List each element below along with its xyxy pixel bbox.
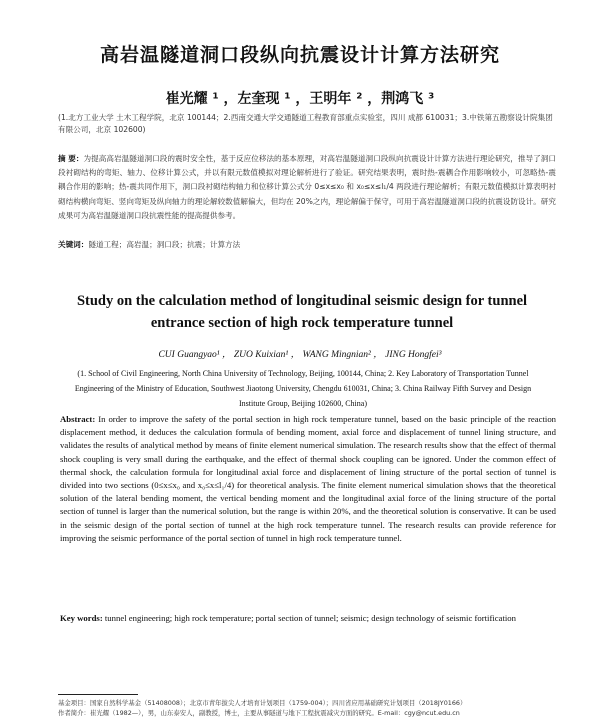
chinese-keywords-text: 隧道工程；高岩温；洞口段；抗震；计算方法 [88, 240, 241, 249]
english-keywords [60, 612, 556, 625]
footnote-author-bio: 作者简介：崔光耀（1982—），男，山东泰安人，副教授，博士，主要从事隧道与地下工程抗震减灾方面的研究。E-mail：cgy@ncut.edu.cn [58, 709, 460, 717]
english-keywords-text: tunnel engineering; high rock temperature; portal section of tunnel; seismic; design technology of seismic fortification [104, 613, 516, 623]
english-authors: CUI Guangyao¹ ， ZUO Kuixian¹ ， WANG Mingnian² ， JING Hongfei³ [158, 350, 442, 360]
chinese-abstract-text: 为提高高岩温隧道洞口段的震时安全性，基于反应位移法的基本原理，对高岩温隧道洞口段纵向抗震设计计算方法进行理论研究，推导了洞口段衬砌结构的弯矩、轴力、位移计算公式，并以有限元数值模拟对理论解析进行了验证。研究结果表明，震时热-震耦合作用影响较小，可忽略热-震耦合作用的影响；热-震共同作用下，洞口段衬砌结构轴力和位移计算公式分 0≤x≤x₀ 和 x₀≤x≤l₁/4 两段进行理论解析；有限元数值模拟计算表明衬砌结构横向弯矩、竖向弯矩及纵向轴力的理论解较数值解偏大，但均在 20%之内，理论解偏于保守，可用于高岩温隧道洞口段的抗震设防设计。研究成果可为高岩温隧道洞口段抗震性能的提高提供参考。 [58, 154, 556, 220]
chinese-abstract [58, 152, 556, 223]
chinese-keywords-label: 关键词： [58, 240, 89, 249]
footnote [58, 698, 558, 718]
footnote-funding: 基金项目：国家自然科学基金（51408008）；北京市青年拔尖人才培育计划项目（1759-004）；四川省应用基础研究计划项目（2018JY0166） [58, 699, 467, 707]
english-affiliation: (1. School of Civil Engineering, North China University of Technology, Beijing, 100144, China; 2. Key Laboratory of Transportation Tunnel Engineering of the Ministry of Education, Southwest Jiaotong University, Chengdu 610031, China; 3. China Railway Fifth Survey and Design Institute Group, Beijing 102600, China) [74, 369, 532, 408]
english-title: Study on the calculation method of longitudinal seismic design for tunnel entrance section of high rock temperature tunnel [76, 293, 528, 331]
chinese-keywords [58, 239, 556, 250]
chinese-authors: 崔光耀 ¹ ，左奎现 ¹ ，王明年 ² ，荆鸿飞 ³ [165, 91, 435, 107]
footnote-divider [58, 694, 138, 695]
chinese-abstract-label: 摘 要： [58, 154, 84, 163]
english-keywords-label: Key words: [60, 613, 103, 623]
chinese-title: 高岩温隧道洞口段纵向抗震设计计算方法研究 [99, 44, 500, 66]
english-abstract [60, 413, 556, 545]
english-abstract-label: Abstract: [60, 414, 96, 424]
chinese-affiliation: (1.北方工业大学 土木工程学院，北京 100144；2.西南交通大学交通隧道工程教育部重点实验室，四川 成都 610031；3.中铁第五勘察设计院集团有限公司，北京 102600) [58, 113, 553, 134]
english-abstract-text: In order to improve the safety of the portal section in high rock temperature tunnel, based on the basic principle of the reaction displacement method, it deduces the calculation formula of bending moment, axial force and displacement of tunnel lining structure, and validates the results of analytical method by means of finite element numerical simulation. The research results show that the effect of thermal shock coupling is very small during the earthquake, and the effect of thermal shock coupling can be ignored. Under the common effect of thermal shock, the calculation formula for longitudinal axial force and displacement of lining structure of the portal section of tunnel is divided into two sections (0≤x≤x₀ and x₀≤x≤l₁/4) for theoretical analysis. The finite element numerical simulation shows that the theoretical solution of the lateral bending moment, the vertical bending moment and the longitudinal axial force of the lining structure of the portal section of tunnel is larger than the numerical solution, but the range is within 20%, and the theoretical solution is conservative. It can be used in the seismic design of the portal section of tunnel at the high rock temperature tunnel. The research results can provide reference for improving the seismic performance of the portal section of tunnel in high rock temperature tunnel. [60, 414, 557, 543]
